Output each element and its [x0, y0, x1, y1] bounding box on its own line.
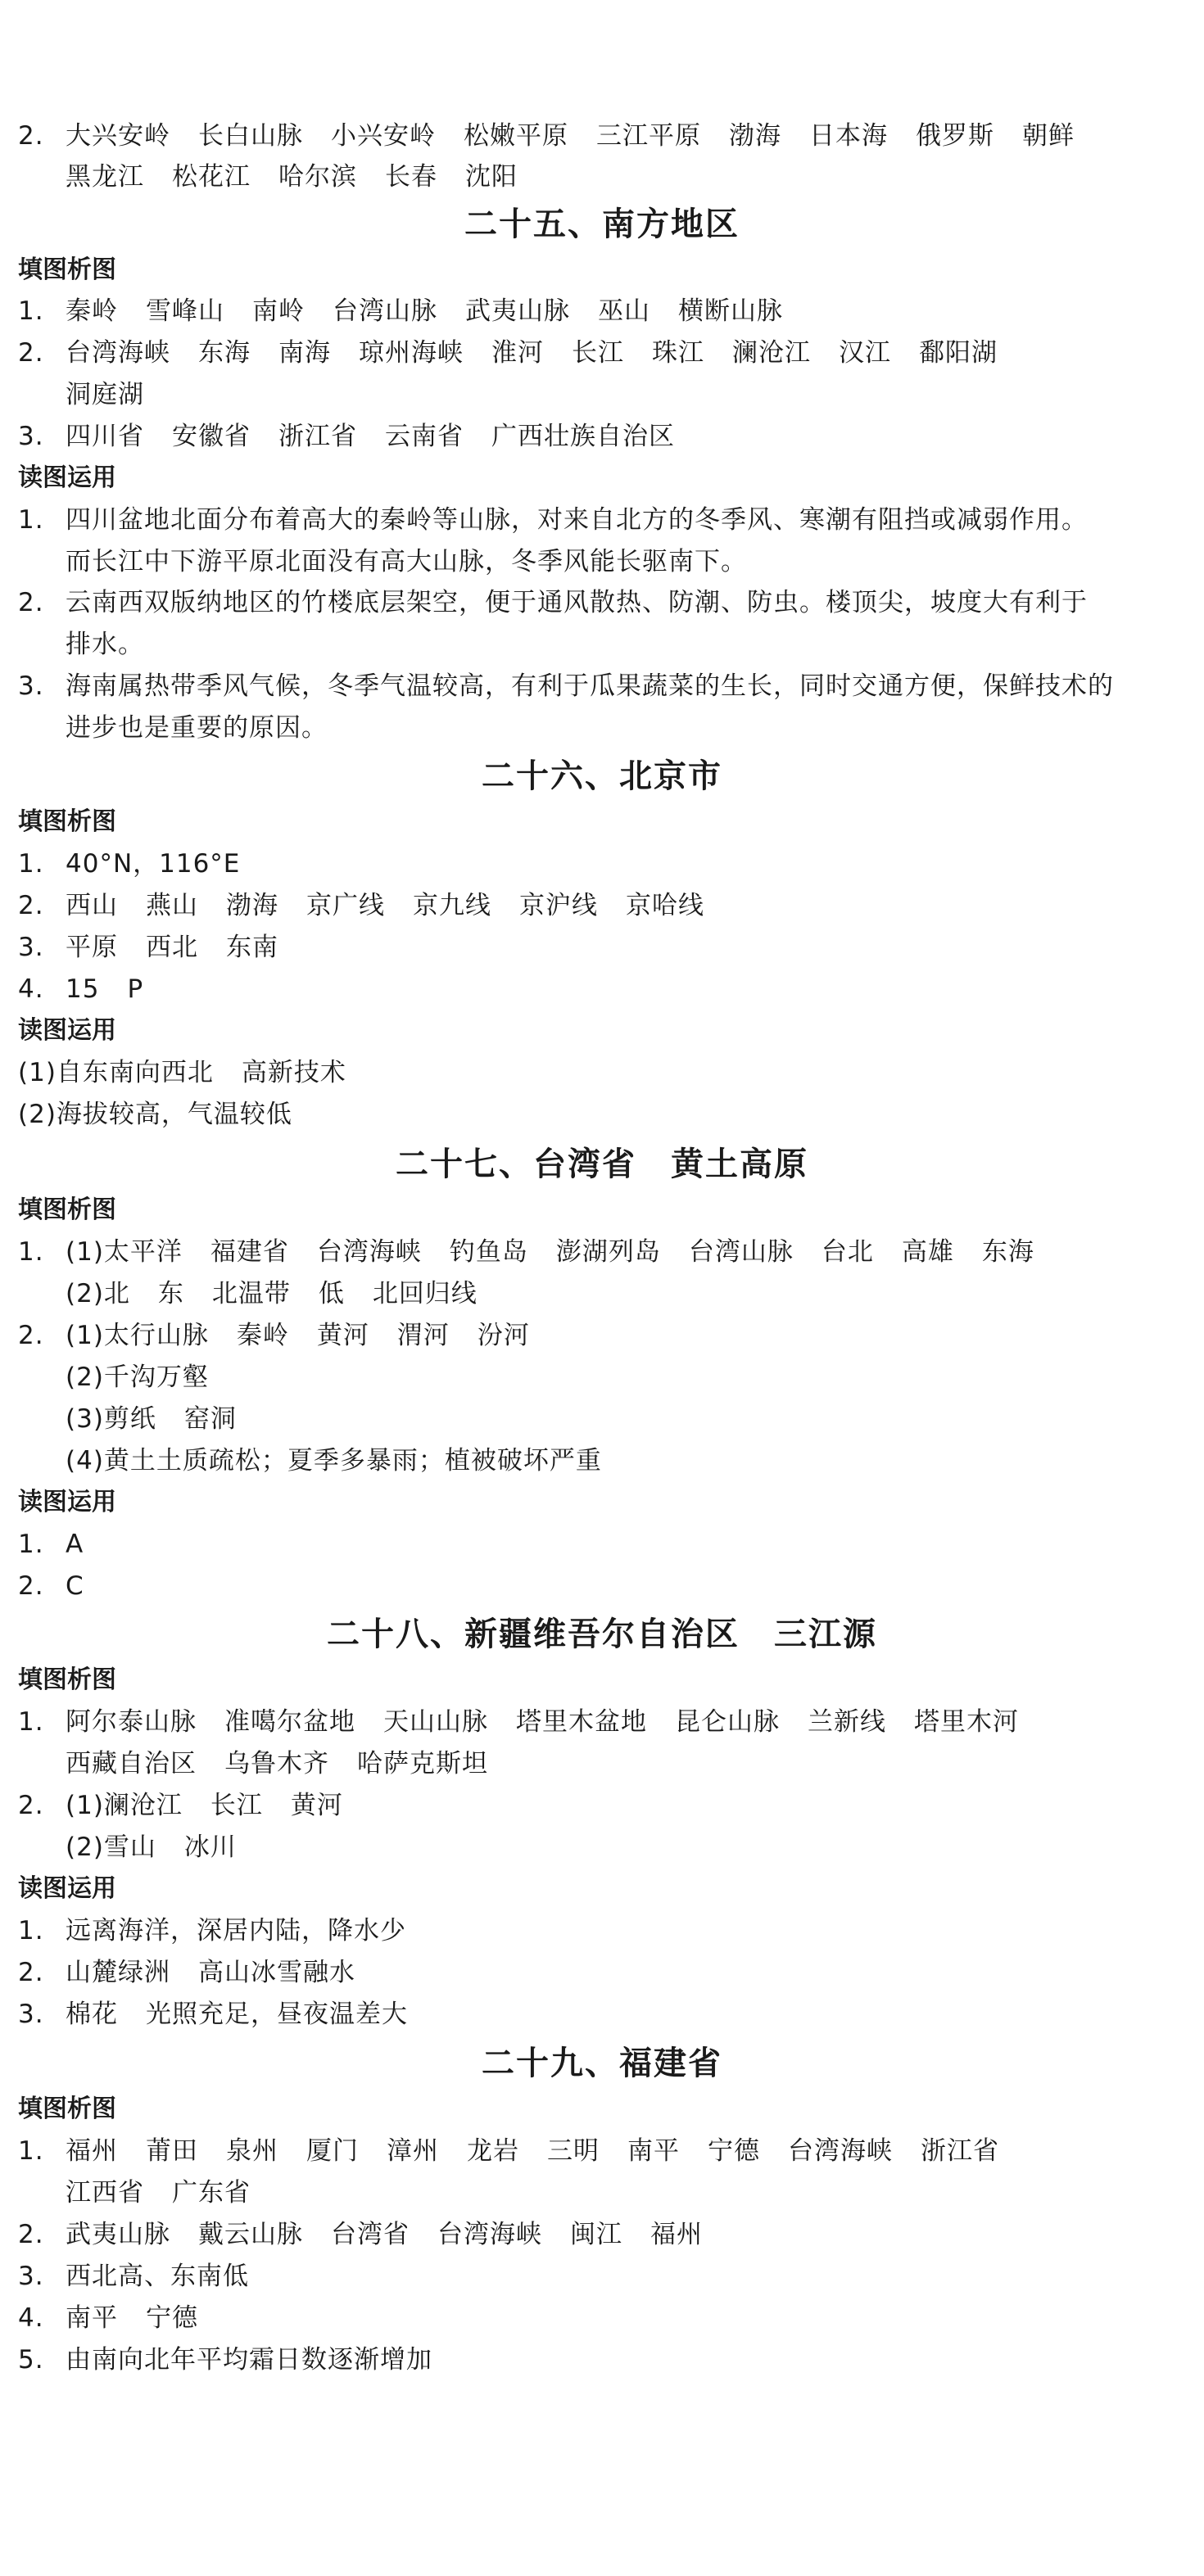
term-list [104, 1404, 237, 1434]
answer-line: 2. 武夷山脉 戴云山脉 台湾省 台湾海峡 闽江 福州 [18, 2220, 703, 2249]
term: 乌鲁木齐 [224, 1749, 329, 1778]
subsection-heading: 填图析图 [18, 807, 116, 836]
subsection-heading: 填图析图 [18, 1195, 116, 1224]
answer-line: 3. 棉花 光照充足，昼夜温差大 [18, 2000, 408, 2029]
term: 台湾海峡 [66, 338, 170, 368]
term: 阿尔泰山脉 [66, 1707, 197, 1737]
answer-line: (4)黄土土质疏松；夏季多暴雨；植被破坏严重 [66, 1446, 602, 1476]
term: 横断山脉 [678, 296, 783, 326]
term: 冰川 [183, 1833, 237, 1862]
term: 高新技术 [241, 1058, 346, 1087]
term: 大兴安岭 [66, 121, 170, 151]
term: 西山 [66, 891, 118, 920]
term: 雪山 [103, 1833, 156, 1862]
term: 三江平原 [596, 121, 701, 151]
answer-line: 4. 15 P [18, 974, 144, 1004]
term-list [66, 1958, 355, 1987]
term: 哈萨克斯坦 [357, 1749, 488, 1778]
term: 渤海 [729, 121, 781, 151]
term: 平原 [66, 933, 118, 962]
term: 渭河 [396, 1321, 450, 1350]
answer-line: (2)海拔较高，气温较低 [18, 1100, 292, 1129]
answer-line: 洞庭湖 [66, 380, 144, 409]
subsection-heading: 填图析图 [18, 2095, 116, 2123]
answer-line: 进步也是重要的原因。 [66, 713, 328, 743]
term: 南岭 [252, 296, 305, 326]
term: 东南 [226, 933, 278, 962]
term: 长白山脉 [198, 121, 303, 151]
term: 燕山 [146, 891, 198, 920]
answer-line: 2. 台湾海峡 东海 南海 琼州海峡 淮河 长江 珠江 澜沧江 汉江 鄱阳湖 [18, 338, 998, 368]
term-list [104, 1833, 237, 1862]
answer-line: 3. 西北高、东南低 [18, 2262, 249, 2291]
term-list [66, 338, 998, 368]
subsection-heading: 填图析图 [18, 255, 116, 284]
term: 台湾海峡 [788, 2136, 893, 2166]
term: 澜沧江 [732, 338, 811, 368]
term: 宁德 [146, 2303, 198, 2333]
term: 厦门 [306, 2136, 359, 2166]
term: 钓鱼岛 [449, 1237, 528, 1267]
answer-line: 1. 四川盆地北面分布着高大的秦岭等山脉，对来自北方的冬季风、寒潮有阻挡或减弱作用。 [18, 505, 1088, 535]
term: 黑龙江 [66, 162, 144, 192]
term: 南平 [627, 2136, 680, 2166]
term: 龙岩 [467, 2136, 519, 2166]
term: 三明 [547, 2136, 600, 2166]
term: 剪纸 [103, 1404, 156, 1434]
answer-line: 2. 西山 燕山 渤海 京广线 京九线 京沪线 京哈线 [18, 891, 704, 920]
term: 松花江 [172, 162, 251, 192]
term: 漳州 [387, 2136, 439, 2166]
answer-line: 2. (1)澜沧江 长江 黄河 [18, 1791, 343, 1820]
term: 浙江省 [278, 422, 357, 451]
term: 台湾山脉 [333, 296, 437, 326]
answer-line: (2)雪山 冰川 [66, 1833, 237, 1862]
term: 长江 [572, 338, 624, 368]
answer-line: (1)自东南向西北 高新技术 [18, 1058, 346, 1087]
term: 棉花 [66, 2000, 118, 2029]
answer-line: 1. 秦岭 雪峰山 南岭 台湾山脉 武夷山脉 巫山 横断山脉 [18, 296, 783, 326]
term: 塔里木河 [914, 1707, 1019, 1737]
section-title: 二十五、南方地区 [464, 206, 740, 243]
term-list [66, 974, 143, 1004]
term: 自东南向西北 [56, 1058, 214, 1087]
answer-line: 3. 四川省 安徽省 浙江省 云南省 广西壮族自治区 [18, 422, 675, 451]
term: 小兴安岭 [331, 121, 436, 151]
answer-line: 2. 云南西双版纳地区的竹楼底层架空，便于通风散热、防潮、防虫。楼顶尖，坡度大有利于 [18, 588, 1088, 617]
term-list [66, 422, 675, 451]
answer-line: 1. (1)太平洋 福建省 台湾海峡 钓鱼岛 澎湖列岛 台湾山脉 台北 高雄 东海 [18, 1237, 1034, 1267]
answer-line: (3)剪纸 窑洞 [66, 1404, 237, 1434]
term: 淮河 [491, 338, 544, 368]
answer-line: 5. 由南向北年平均霜日数逐渐增加 [18, 2345, 432, 2375]
term-list [66, 296, 783, 326]
answer-line: 2. C [18, 1571, 84, 1601]
term-list [66, 933, 278, 962]
term: 珠江 [652, 338, 704, 368]
term-list [66, 162, 518, 192]
term: 北回归线 [372, 1279, 478, 1308]
term: 长春 [385, 162, 437, 192]
term: 窑洞 [183, 1404, 237, 1434]
term: 广东省 [172, 2178, 251, 2208]
term: 汉江 [839, 338, 891, 368]
term: 宁德 [708, 2136, 760, 2166]
subsection-heading: 读图运用 [18, 1874, 116, 1903]
term-list [104, 1321, 530, 1350]
subsection-heading: 读图运用 [18, 1488, 116, 1516]
term: 福建省 [210, 1237, 289, 1267]
term: 福州 [66, 2136, 118, 2166]
term: 西北 [146, 933, 198, 962]
term: 云南省 [385, 422, 464, 451]
term: 高山冰雪融水 [198, 1958, 355, 1987]
term-list [66, 2178, 251, 2208]
term: 四川省 [66, 422, 144, 451]
term: 戴云山脉 [198, 2220, 303, 2249]
term: 昆仑山脉 [675, 1707, 780, 1737]
term: 莆田 [146, 2136, 198, 2166]
term: 太行山脉 [103, 1321, 209, 1350]
answer-line: 3. 平原 西北 东南 [18, 933, 278, 962]
term: 塔里木盆地 [516, 1707, 647, 1737]
term: 15 [66, 974, 100, 1004]
term: 南平 [66, 2303, 118, 2333]
term: 低 [318, 1279, 345, 1308]
term-list [66, 1749, 488, 1778]
term: 京沪线 [519, 891, 598, 920]
term-list [66, 891, 704, 920]
term: 福州 [650, 2220, 703, 2249]
term: 安徽省 [172, 422, 251, 451]
answer-line: (2)千沟万壑 [66, 1363, 209, 1392]
term: 秦岭 [236, 1321, 289, 1350]
term: 东 [157, 1279, 184, 1308]
term: 北 [103, 1279, 130, 1308]
term-list [66, 2000, 408, 2029]
section-title: 二十八、新疆维吾尔自治区 三江源 [327, 1616, 877, 1653]
answer-line [66, 160, 518, 193]
term: 准噶尔盆地 [224, 1707, 355, 1737]
term: 东海 [981, 1237, 1034, 1267]
term-list [66, 121, 1075, 151]
term: 北温带 [211, 1279, 291, 1308]
answer-line: 排水。 [66, 630, 144, 659]
term: 黄河 [316, 1321, 369, 1350]
subsection-heading: 填图析图 [18, 1665, 116, 1694]
term: 武夷山脉 [465, 296, 570, 326]
term: 琼州海峡 [359, 338, 464, 368]
term: P [127, 974, 144, 1004]
term: 闽江 [570, 2220, 622, 2249]
term: 渤海 [226, 891, 278, 920]
term: 澜沧江 [103, 1791, 183, 1820]
term: 京广线 [306, 891, 385, 920]
term: 台湾山脉 [688, 1237, 794, 1267]
term: 东海 [198, 338, 251, 368]
term: 鄱阳湖 [919, 338, 998, 368]
term: 朝鲜 [1022, 121, 1075, 151]
answer-line [66, 2176, 251, 2209]
term-list [66, 1707, 1019, 1737]
term: 汾河 [477, 1321, 530, 1350]
answer-line: 2. (1)太行山脉 秦岭 黄河 渭河 汾河 [18, 1321, 530, 1350]
term: 广西壮族自治区 [491, 422, 675, 451]
subsection-heading: 读图运用 [18, 463, 116, 492]
term: 京哈线 [626, 891, 704, 920]
term-list [66, 2136, 999, 2166]
term: 台湾省 [331, 2220, 410, 2249]
answer-line: 4. 南平 宁德 [18, 2303, 198, 2333]
term: 雪峰山 [146, 296, 224, 326]
section-title: 二十九、福建省 [482, 2045, 722, 2082]
answer-line: 1. 福州 莆田 泉州 厦门 漳州 龙岩 三明 南平 宁德 台湾海峡 浙江省 [18, 2136, 999, 2166]
subsection-heading: 读图运用 [18, 1016, 116, 1045]
term: 巫山 [598, 296, 650, 326]
term: 京九线 [413, 891, 491, 920]
term: 秦岭 [66, 296, 118, 326]
section-title: 二十六、北京市 [482, 757, 722, 795]
term: 武夷山脉 [66, 2220, 170, 2249]
term-list [57, 1058, 346, 1087]
term: 泉州 [226, 2136, 278, 2166]
term: 太平洋 [103, 1237, 183, 1267]
answer-line: 1. A [18, 1530, 84, 1559]
answer-line: 2. 大兴安岭 长白山脉 小兴安岭 松嫩平原 三江平原 渤海 日本海 俄罗斯 朝鲜 [18, 121, 1075, 151]
term: 高雄 [901, 1237, 954, 1267]
answer-line: 1. 阿尔泰山脉 准噶尔盆地 天山山脉 塔里木盆地 昆仑山脉 兰新线 塔里木河 [18, 1707, 1019, 1737]
term-list [104, 1279, 478, 1308]
term-list [66, 2303, 198, 2333]
term: 浙江省 [921, 2136, 999, 2166]
term: 黄河 [290, 1791, 343, 1820]
answer-line: 2. 山麓绿洲 高山冰雪融水 [18, 1958, 355, 1987]
term-list [104, 1791, 343, 1820]
answer-line [66, 1747, 488, 1780]
answer-line: 而长江中下游平原北面没有高大山脉，冬季风能长驱南下。 [66, 547, 747, 576]
term: 日本海 [809, 121, 888, 151]
term: 澎湖列岛 [555, 1237, 661, 1267]
answer-line: 1. 40°N，116°E [18, 849, 241, 879]
term: 光照充足，昼夜温差大 [146, 2000, 408, 2029]
term: 西藏自治区 [66, 1749, 197, 1778]
term: 俄罗斯 [916, 121, 994, 151]
term: 长江 [210, 1791, 263, 1820]
term: 台湾海峡 [316, 1237, 422, 1267]
term: 松嫩平原 [464, 121, 568, 151]
answer-line: 1. 远离海洋，深居内陆，降水少 [18, 1916, 406, 1946]
answer-line: (2)北 东 北温带 低 北回归线 [66, 1279, 478, 1308]
term: 台湾海峡 [437, 2220, 542, 2249]
section-title: 二十七、台湾省 黄土高原 [396, 1146, 808, 1183]
term-list [104, 1237, 1034, 1267]
term: 哈尔滨 [278, 162, 357, 192]
term-list [66, 2220, 703, 2249]
term: 台北 [821, 1237, 874, 1267]
term: 山麓绿洲 [66, 1958, 170, 1987]
term: 兰新线 [808, 1707, 886, 1737]
answer-line: 3. 海南属热带季风气候，冬季气温较高，有利于瓜果蔬菜的生长，同时交通方便，保鲜技术的 [18, 671, 1114, 701]
term: 南海 [278, 338, 331, 368]
term: 江西省 [66, 2178, 144, 2208]
term: 沈阳 [465, 162, 518, 192]
term: 天山山脉 [383, 1707, 488, 1737]
